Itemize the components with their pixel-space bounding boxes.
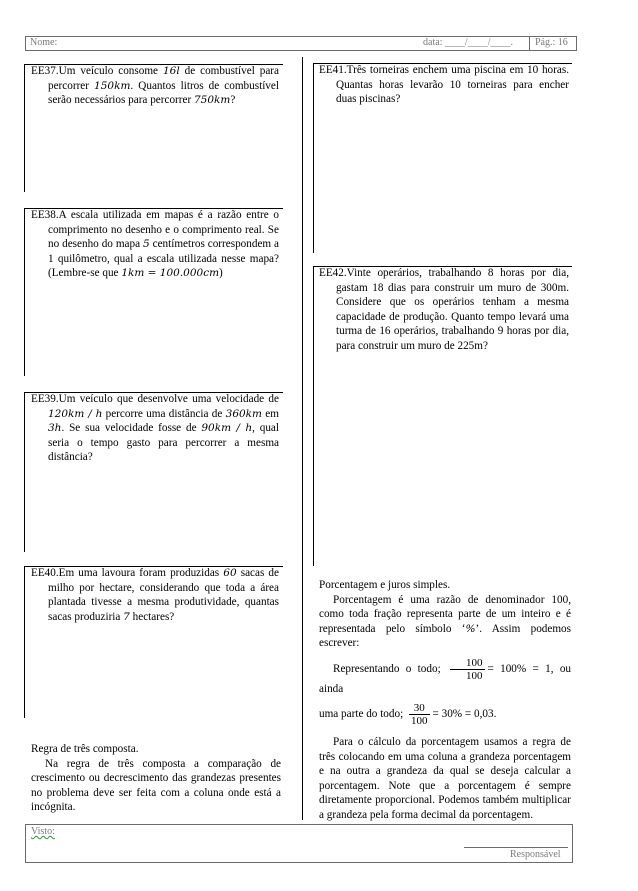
exercise-ee37: EE37.Um veículo consome 16l de combustível para percorrer 150km. Quantos litros de combustível serão necessários para percorrer 750km? <box>31 65 279 106</box>
porcentagem-p2: Para o cálculo da porcentagem usamos a regra de três colocando em uma coluna a grandeza porcentagem e na outra a grandeza da qual se deseja calcular a porcentagem. Note que a porcentagem é sempre diretamente proporcional. Podemos também multiplicar a grandeza pela forma decimal da porcentagem. <box>319 736 571 821</box>
exercise-ee42: EE42.Vinte operários, trabalhando 8 horas por dia, gastam 18 dias para construir um muro de 300m. Considere que os operários tenham a mesma capacidade de produção. Quanto tempo levará uma turma de 16 operários, trabalhando 9 horas por dia, para construir um muro de 225m? <box>319 267 569 352</box>
regra-tres-section <box>31 742 281 815</box>
formula-parte: uma parte do todo; $\frac{30}{100}$ = 30% = 0,03. <box>319 702 497 727</box>
page-number: Pág.: 16 <box>535 37 568 48</box>
formula-todo: Representando o todo; $\frac{100}{100}$ = 100% = 1, ou ainda <box>319 656 572 695</box>
header-bar <box>25 36 577 51</box>
exercise-ee41: EE41.Três torneiras enchem uma piscina em 10 horas. Quantas horas levarão 10 torneiras para encher duas piscinas? <box>319 64 569 105</box>
responsavel-label: Responsável <box>510 849 561 860</box>
nome-label: Nome: <box>30 37 58 48</box>
footer-box <box>25 824 573 863</box>
porcentagem-p1: Porcentagem é uma razão de denominador 100, como toda fração representa parte de um inteiro e é representada pelo símbolo ‘%’. Assim podemos escrever: <box>319 593 572 649</box>
exercise-ee38: EE38.A escala utilizada em mapas é a razão entre o comprimento no desenho e o comprimento real. Se no desenho do mapa 5 centímetros correspondem a 1 quilômetro, qual a escala utilizada nesse mapa? (Lembre-se que 1km = 100.000cm) <box>31 209 280 279</box>
regra-text: Na regra de três composta a comparação de crescimento ou decrescimento das grandezas presentes no problema deve ser feita com a coluna onde está a incógnita. <box>31 757 281 813</box>
data-label: data: ____/____/____. <box>423 37 513 48</box>
signature-line <box>464 847 568 848</box>
exercise-ee40: EE40.Em uma lavoura foram produzidas 60 sacas de milho por hectare, considerando que toda a área plantada tivesse a mesma produtividade, quantas sacas produziria 7 hectares? <box>31 567 279 623</box>
regra-title: Regra de três composta. <box>31 743 139 755</box>
porcentagem-title: Porcentagem e juros simples. <box>319 579 451 591</box>
porcentagem-section <box>319 578 571 822</box>
exercise-ee39: EE39.Um veículo que desenvolve uma velocidade de 120km / h percorre uma distância de 360km em 3h. Se sua velocidade fosse de 90km / h, qual seria o tempo gasto para percorrer a mesma distância? <box>31 393 280 463</box>
visto-label: Visto: <box>31 826 55 837</box>
column-divider <box>302 57 303 820</box>
